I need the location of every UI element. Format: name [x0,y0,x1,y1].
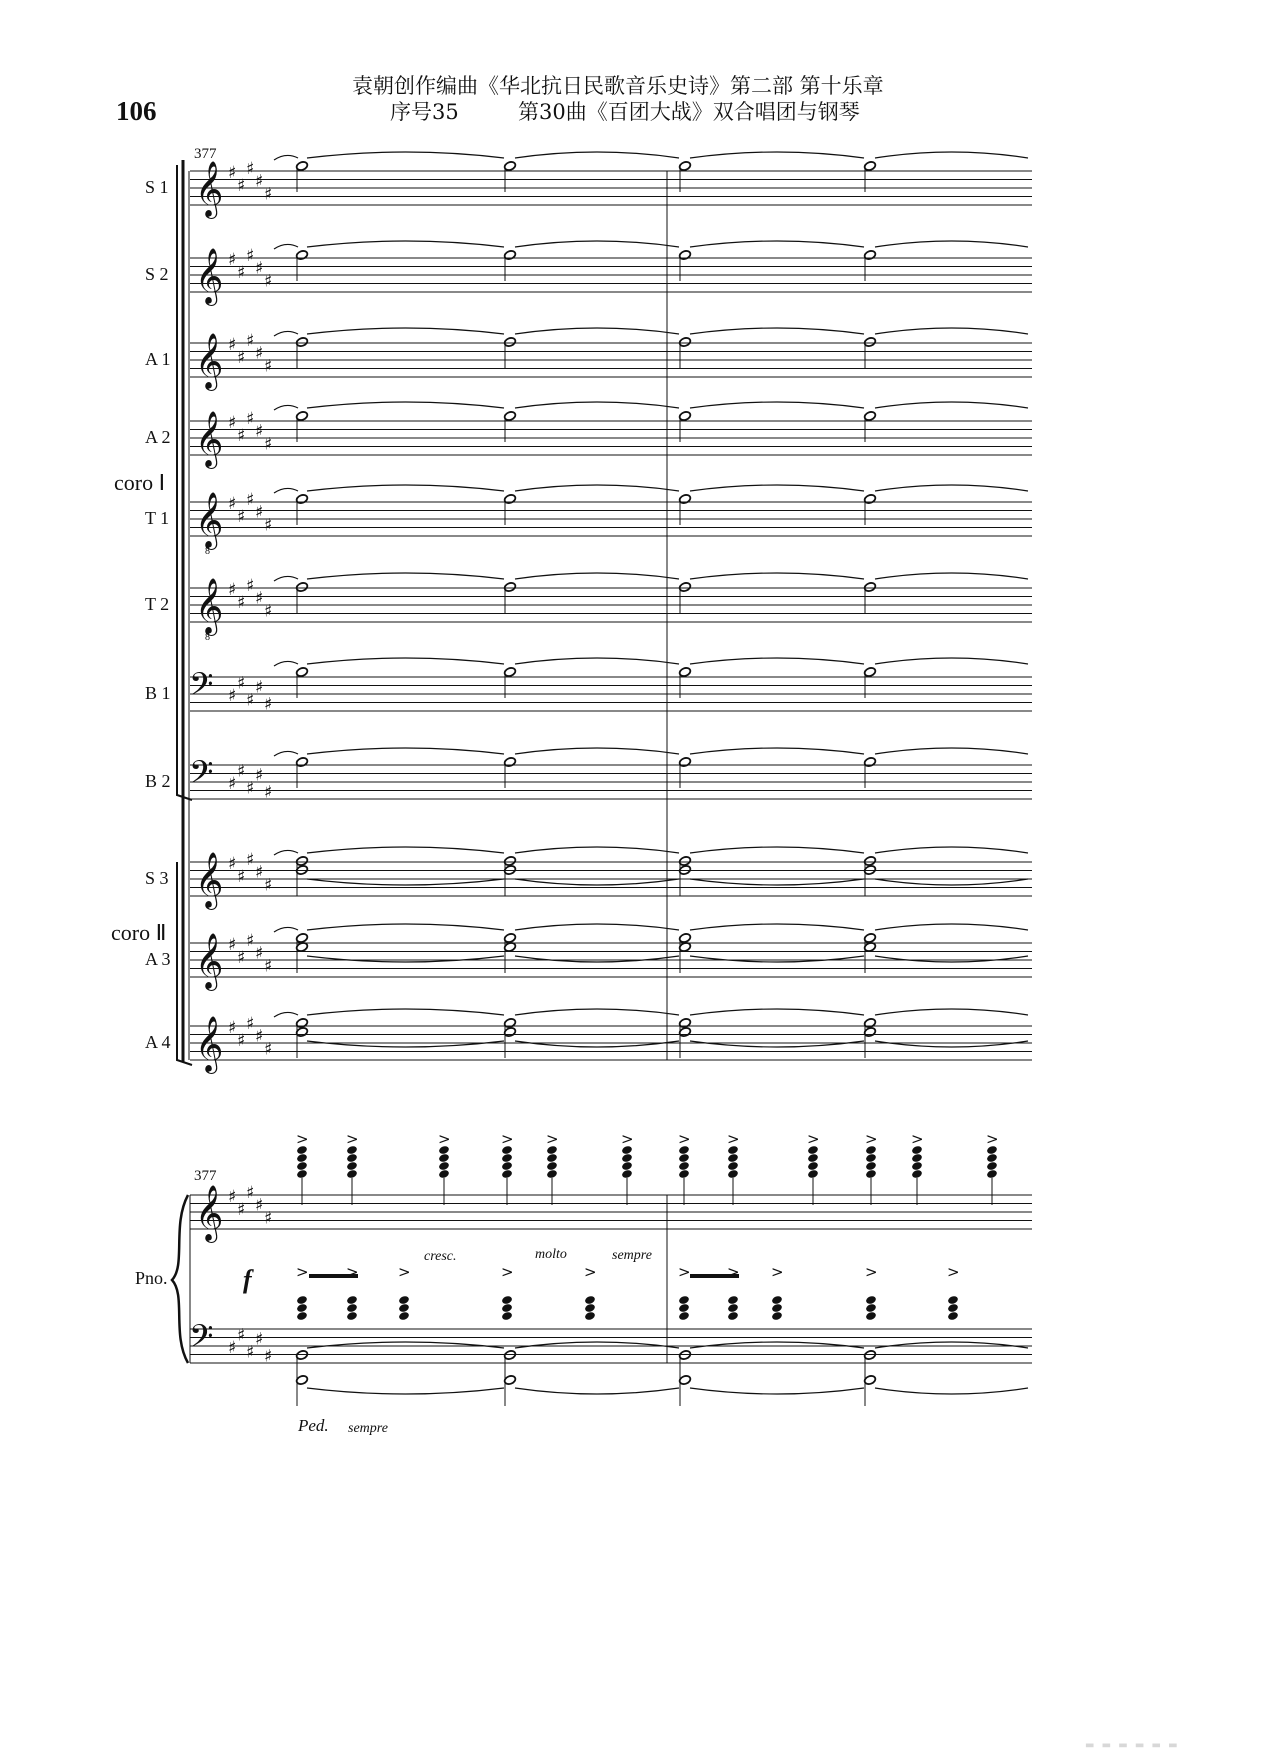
staff-a3-tie-lower [875,956,1028,962]
staff-a4-tie-lower [307,1041,504,1047]
staff-a3-sharp: ♯ [246,930,255,951]
lh-chord-note [398,1311,410,1321]
staff-t1-tie-in [274,488,298,493]
staff-t1-sharp: ♯ [228,494,237,514]
staff-b1-tie [875,658,1028,664]
staff-s3-tie [690,847,864,853]
staff-b2-tie [515,748,679,754]
lh-chord-note [947,1303,959,1313]
rh-chord-note [296,1161,308,1171]
staff-b2-tie [307,748,504,754]
rh-chord-note [546,1153,558,1163]
staff-a4-sharp: ♯ [264,1039,273,1060]
lh-chord-note [678,1303,690,1313]
staff-s1-tie [515,152,679,158]
bass-tie [690,1342,864,1348]
lh-chord-note [584,1295,596,1305]
staff-a3-tie-lower [515,956,679,962]
staff-s2-tie-in [274,244,298,249]
staff-s3-tie [515,847,679,853]
rh-chord-note [296,1153,308,1163]
staff-s3-tie [875,847,1028,853]
staff-b1-tie [690,658,864,664]
lh-chord-note [771,1311,783,1321]
staff-a2-treble-clef: 𝄞 [195,411,224,467]
staff-s1-sharp: ♯ [255,171,264,192]
staff-t2-sharp: ♯ [237,592,246,613]
staff-b2-bass-clef: 𝄢 [189,754,214,798]
staff-b1-tie [515,658,679,664]
staff-t1-sharp: ♯ [255,502,264,523]
staff-s2-tie [307,241,504,247]
bass-tie [515,1342,679,1348]
piano-bass-sharp: ♯ [228,1338,237,1358]
expression-sempre: sempre [612,1248,652,1263]
lh-chord-note [865,1295,877,1305]
staff-t2-sharp: ♯ [246,575,255,596]
accent-mark: > [865,1263,878,1281]
header-title: 袁朝创作编曲《华北抗日民歌音乐史诗》第二部 第十乐章 [352,74,884,98]
staff-b2-sharp: ♯ [237,761,246,782]
staff-a4-tie [690,1009,864,1015]
staff-a3-tie-lower [690,956,864,962]
staff-s1-label: S 1 [145,177,169,197]
piano-treble-sharp: ♯ [255,1195,264,1216]
staff-s2-sharp: ♯ [228,250,237,270]
staff-s3-tie-in [274,850,298,855]
piano-measure-number: 377 [194,1168,217,1184]
staff-a4-tie [307,1009,504,1015]
header-sequence: 序号35 [390,100,459,124]
measure-number: 377 [194,146,217,162]
staff-b1-label: B 1 [145,683,171,703]
bass-tie-lower [515,1388,679,1394]
staff-a4-tie-in [274,1012,298,1017]
staff-s2-sharp: ♯ [255,258,264,279]
lh-chord-note [296,1311,308,1321]
lh-chord-note [346,1303,358,1313]
rh-chord-note [865,1169,877,1179]
rh-chord-note [727,1161,739,1171]
staff-a3-sharp: ♯ [237,947,246,968]
bass-tie-lower [690,1388,864,1394]
staff-b1-sharp: ♯ [246,690,255,711]
rh-chord-note [986,1153,998,1163]
dynamic-forte: f [243,1265,252,1294]
staff-t1-tie [307,485,504,491]
staff-a2-sharp: ♯ [228,413,237,433]
piano-treble-sharp: ♯ [237,1199,246,1220]
accent-mark: > [296,1130,309,1148]
staff-a4-label: A 4 [145,1032,171,1052]
staff-a4-sharp: ♯ [246,1013,255,1034]
staff-a1-label: A 1 [145,349,171,369]
staff-s1-sharp: ♯ [264,184,273,205]
lh-chord-note [501,1303,513,1313]
staff-s3-sharp: ♯ [228,854,237,874]
accent-mark: > [807,1130,820,1148]
staff-s2-tie [875,241,1028,247]
staff-t2-tie [690,573,864,579]
staff-t2-treble-clef: 𝄞 [195,578,224,634]
staff-a3-tie [690,924,864,930]
rh-chord-note [807,1161,819,1171]
staff-a4-tie [875,1009,1028,1015]
staff-a2-sharp: ♯ [264,434,273,455]
staff-s1-treble-clef: 𝄞 [195,161,224,217]
accent-mark: > [727,1130,740,1148]
staff-a3-label: A 3 [145,949,171,969]
staff-a3-sharp: ♯ [255,943,264,964]
accent-mark: > [346,1130,359,1148]
rh-chord-note [621,1161,633,1171]
staff-t1-label: T 1 [145,508,170,528]
bass-tie [307,1342,504,1348]
rh-chord-note [501,1161,513,1171]
staff-a4-sharp: ♯ [228,1018,237,1038]
rh-chord-note [546,1161,558,1171]
lh-chord-note [947,1295,959,1305]
rh-chord-note [807,1169,819,1179]
staff-a2-sharp: ♯ [255,421,264,442]
staff-t2-tie-in [274,576,298,581]
staff-s3-treble-clef: 𝄞 [195,852,224,908]
accent-mark: > [678,1130,691,1148]
staff-s3-sharp: ♯ [255,862,264,883]
piano-bass-bass-clef: 𝄢 [189,1318,214,1362]
staff-s2-treble-clef: 𝄞 [195,248,224,304]
staff-b2-tie-in [274,751,298,756]
staff-t2-sharp: ♯ [255,588,264,609]
rh-chord-note [911,1169,923,1179]
staff-t2-octave-mark: 8 [205,632,210,643]
staff-a1-sharp: ♯ [246,330,255,351]
staff-a4-treble-clef: 𝄞 [195,1016,224,1072]
rh-chord-note [621,1153,633,1163]
staff-t2-sharp: ♯ [228,580,237,600]
staff-s3-sharp: ♯ [246,849,255,870]
expression-cresc: cresc. [424,1249,457,1264]
rh-chord-note [911,1153,923,1163]
lh-chord-note [346,1295,358,1305]
rh-chord-note [296,1169,308,1179]
accent-mark: > [584,1263,597,1281]
staff-a2-tie [875,402,1028,408]
accent-mark: > [546,1130,559,1148]
accent-mark: > [947,1263,960,1281]
staff-s3-tie-lower [307,879,504,885]
staff-s1-tie [875,152,1028,158]
piano-treble-sharp: ♯ [264,1208,273,1229]
rh-chord-note [678,1169,690,1179]
accent-mark: > [911,1130,924,1148]
staff-s3-tie-lower [515,879,679,885]
pedal-mark: Ped. [298,1416,329,1435]
staff-b2-tie [690,748,864,754]
staff-s2-sharp: ♯ [264,271,273,292]
choir-1-label: coro Ⅰ [114,470,166,495]
staff-s3-tie-lower [690,879,864,885]
lh-chord-note [678,1295,690,1305]
lh-chord-note [771,1303,783,1313]
rh-chord-note [438,1153,450,1163]
staff-t1-sharp: ♯ [237,506,246,527]
staff-a2-tie [515,402,679,408]
staff-b2-sharp: ♯ [228,774,237,794]
staff-b2-sharp: ♯ [264,782,273,803]
staff-a3-tie-in [274,927,298,932]
rh-chord-note [678,1161,690,1171]
staff-s3-label: S 3 [145,868,169,888]
staff-t1-sharp: ♯ [246,489,255,510]
piano-bass-sharp: ♯ [255,1329,264,1350]
staff-b2-tie [875,748,1028,754]
accent-mark: > [678,1263,691,1281]
staff-t2-sharp: ♯ [264,601,273,622]
staff-a1-tie [307,328,504,334]
staff-s1-sharp: ♯ [246,158,255,179]
header-piece-title: 第30曲《百团大战》双合唱团与钢琴 [518,100,860,124]
lh-chord-note [727,1295,739,1305]
watermark-mark: ▬ ▬ ▬ ▬ ▬ ▬ [1085,1740,1180,1751]
staff-b1-sharp: ♯ [228,686,237,706]
staff-s3-sharp: ♯ [264,875,273,896]
rh-chord-note [911,1161,923,1171]
rh-chord-note [346,1169,358,1179]
rh-chord-note [865,1161,877,1171]
staff-s2-tie [690,241,864,247]
staff-t1-tie [875,485,1028,491]
accent-mark: > [346,1263,359,1281]
lh-chord-note [296,1303,308,1313]
staff-t1-tie [690,485,864,491]
rh-chord-note [621,1169,633,1179]
staff-s3-tie [307,847,504,853]
staff-a1-tie [515,328,679,334]
staff-b2-sharp: ♯ [255,765,264,786]
staff-t1-sharp: ♯ [264,515,273,536]
rh-chord-note [438,1161,450,1171]
staff-a3-tie [307,924,504,930]
bass-tie-lower [307,1388,504,1394]
staff-s2-sharp: ♯ [237,262,246,283]
piano-treble-sharp: ♯ [246,1182,255,1203]
staff-a2-tie [307,402,504,408]
staff-a2-label: A 2 [145,427,171,447]
staff-s2-label: S 2 [145,264,169,284]
staff-t1-tie [515,485,679,491]
staff-a2-tie-in [274,405,298,410]
staff-t2-label: T 2 [145,594,170,614]
staff-t1-treble-clef: 𝄞 [195,492,224,548]
staff-b1-tie-in [274,661,298,666]
staff-a4-sharp: ♯ [255,1026,264,1047]
staff-s1-tie [690,152,864,158]
choir-2-label: coro Ⅱ [111,920,167,945]
staff-a3-treble-clef: 𝄞 [195,933,224,989]
staff-a4-tie [515,1009,679,1015]
staff-t1-octave-mark: 8 [205,546,210,557]
staff-a3-tie [515,924,679,930]
rh-chord-note [501,1153,513,1163]
piano-bass-sharp: ♯ [246,1342,255,1363]
accent-mark: > [621,1130,634,1148]
staff-a1-sharp: ♯ [264,356,273,377]
staff-s3-tie-lower [875,879,1028,885]
lh-chord-note [727,1303,739,1313]
rh-chord-note [546,1169,558,1179]
pedal-sempre: sempre [348,1421,388,1436]
staff-b1-sharp: ♯ [255,677,264,698]
rh-chord-note [986,1161,998,1171]
staff-a1-tie [690,328,864,334]
bass-tie-lower [875,1388,1028,1394]
staff-a4-tie-lower [690,1041,864,1047]
staff-s3-sharp: ♯ [237,866,246,887]
staff-a2-sharp: ♯ [246,408,255,429]
staff-s2-sharp: ♯ [246,245,255,266]
page-number: 106 [116,96,157,126]
bass-tie [875,1342,1028,1348]
staff-a1-tie [875,328,1028,334]
accent-mark: > [771,1263,784,1281]
staff-a1-sharp: ♯ [237,347,246,368]
lh-chord-note [584,1303,596,1313]
piano-treble-sharp: ♯ [228,1187,237,1207]
accent-mark: > [727,1263,740,1281]
piano-bass-sharp: ♯ [264,1346,273,1367]
lh-chord-note [947,1311,959,1321]
staff-a1-sharp: ♯ [255,343,264,364]
staff-b1-tie [307,658,504,664]
lh-chord-note [296,1295,308,1305]
staff-b1-sharp: ♯ [237,673,246,694]
staff-a1-tie-in [274,331,298,336]
piano-treble-treble-clef: 𝄞 [195,1185,224,1241]
lh-chord-note [501,1311,513,1321]
staff-b2-label: B 2 [145,771,171,791]
piano-bass-sharp: ♯ [237,1325,246,1346]
lh-chord-note [398,1303,410,1313]
staff-s1-sharp: ♯ [237,175,246,196]
accent-mark: > [865,1130,878,1148]
staff-a4-tie-lower [515,1041,679,1047]
accent-mark: > [438,1130,451,1148]
rh-chord-note [438,1169,450,1179]
piano-brace [172,1195,188,1363]
staff-a3-tie [875,924,1028,930]
staff-s1-sharp: ♯ [228,163,237,183]
staff-a4-sharp: ♯ [237,1030,246,1051]
rh-chord-note [865,1153,877,1163]
staff-a3-sharp: ♯ [228,935,237,955]
staff-a2-sharp: ♯ [237,425,246,446]
lh-chord-note [727,1311,739,1321]
lh-chord-note [501,1295,513,1305]
lh-chord-note [865,1303,877,1313]
lh-chord-note [865,1311,877,1321]
staff-a1-sharp: ♯ [228,335,237,355]
staff-s1-tie [307,152,504,158]
staff-t2-tie [307,573,504,579]
rh-chord-note [678,1153,690,1163]
accent-mark: > [986,1130,999,1148]
accent-mark: > [296,1263,309,1281]
lh-chord-note [584,1311,596,1321]
expression-molto: molto [535,1247,567,1262]
staff-b1-sharp: ♯ [264,694,273,715]
staff-a1-treble-clef: 𝄞 [195,333,224,389]
piano-label: Pno. [135,1268,168,1288]
lh-chord-note [346,1311,358,1321]
staff-t2-tie [875,573,1028,579]
lh-chord-note [771,1295,783,1305]
lh-chord-note [398,1295,410,1305]
rh-chord-note [727,1169,739,1179]
lh-chord-note [678,1311,690,1321]
staff-a3-sharp: ♯ [264,956,273,977]
rh-chord-note [346,1161,358,1171]
staff-b2-sharp: ♯ [246,778,255,799]
staff-s2-tie [515,241,679,247]
accent-mark: > [398,1263,411,1281]
accent-mark: > [501,1263,514,1281]
staff-a4-tie-lower [875,1041,1028,1047]
staff-a3-tie-lower [307,956,504,962]
accent-mark: > [501,1130,514,1148]
rh-chord-note [501,1169,513,1179]
rh-chord-note [807,1153,819,1163]
staff-t2-tie [515,573,679,579]
staff-b1-bass-clef: 𝄢 [189,666,214,710]
staff-s1-tie-in [274,155,298,160]
staff-a2-tie [690,402,864,408]
rh-chord-note [986,1169,998,1179]
rh-chord-note [727,1153,739,1163]
rh-chord-note [346,1153,358,1163]
staff-system [145,152,1032,1406]
